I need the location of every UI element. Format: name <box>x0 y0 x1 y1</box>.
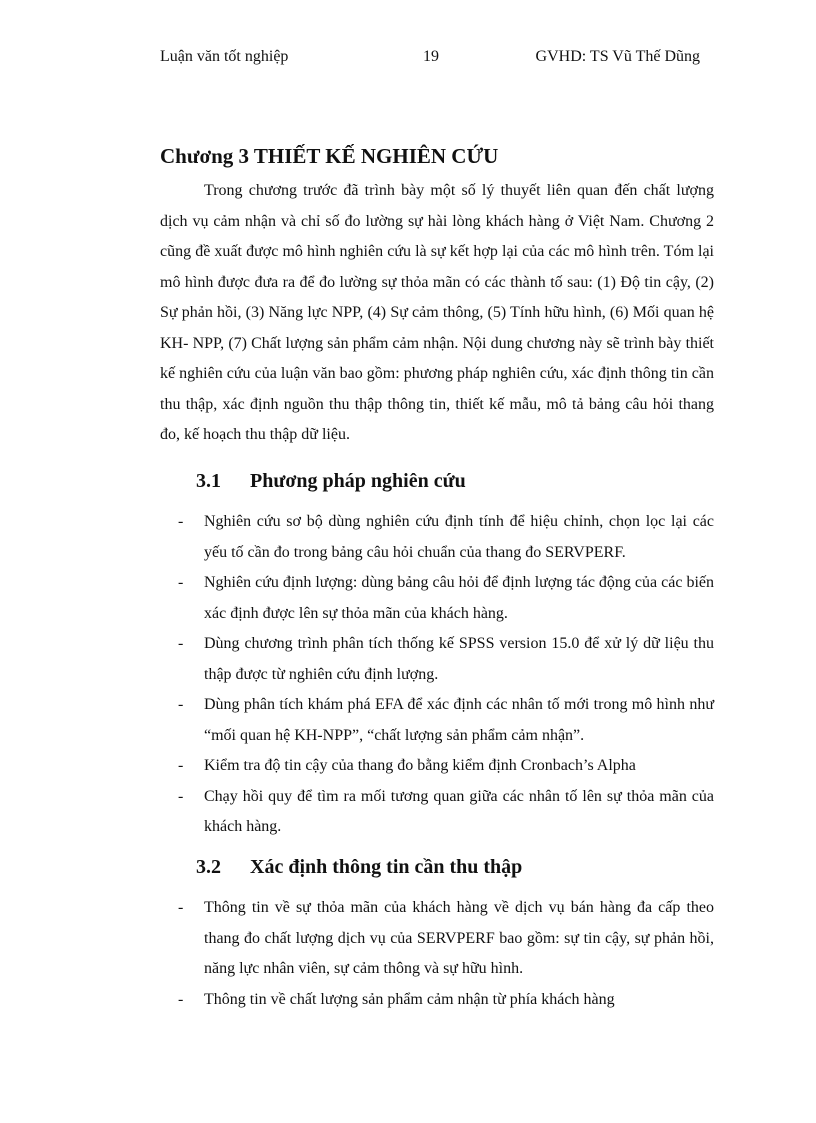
bullet-marker: - <box>178 990 184 1008</box>
list-item-text: Nghiên cứu sơ bộ dùng nghiên cứu định tính để hiệu chỉnh, chọn lọc lại các yếu tố cần đo trong bảng câu hỏi chuẩn của thang đo SERVPERF. <box>204 513 714 561</box>
header-thesis-label: Luận văn tốt nghiệp <box>160 48 289 65</box>
section-number: 3.1 <box>196 470 221 492</box>
bullet-marker: - <box>178 513 184 530</box>
page-header <box>160 48 700 70</box>
list-item <box>178 782 714 843</box>
chapter-intro-paragraph: Trong chương trước đã trình bày một số lý thuyết liên quan đến chất lượng dịch vụ cảm nhận và chỉ số đo lường sự hài lòng khách hàng ở Việt Nam. Chương 2 cũng đề xuất được mô hình nghiên cứu là sự kết hợp lại của các mô hình trên. Tóm lại mô hình được đưa ra để đo lường sự thỏa mãn có các thành tố sau: (1) Độ tin cậy, (2) Sự phản hồi, (3) Năng lực NPP, (4) Sự cảm thông, (5) Tính hữu hình, (6) Mối quan hệ KH- NPP, (7) Chất lượng sản phẩm cảm nhận. Nội dung chương này sẽ trình bày thiết kế nghiên cứu của luận văn bao gồm: phương pháp nghiên cứu, xác định thông tin cần thu thập, xác định nguồn thu thập thông tin, thiết kế mẫu, mô tả bảng câu hỏi thang đo, kế hoạch thu thập dữ liệu. <box>160 182 714 443</box>
section-heading-3-1 <box>196 470 466 493</box>
bullet-marker: - <box>178 899 184 916</box>
section-3-1-bullet-list <box>178 507 714 843</box>
list-item <box>178 985 714 1016</box>
list-item-text: Thông tin về chất lượng sản phẩm cảm nhận từ phía khách hàng <box>204 990 615 1008</box>
bullet-marker: - <box>178 757 184 774</box>
section-title-text: Phương pháp nghiên cứu <box>250 470 466 492</box>
list-item-text: Thông tin về sự thỏa mãn của khách hàng về dịch vụ bán hàng đa cấp theo thang đo chất lượng dịch vụ của SERVPERF bao gồm: sự tin cậy, sự phản hồi, năng lực nhân viên, sự cảm thông và sự hữu hình. <box>204 899 714 977</box>
list-item <box>178 751 714 782</box>
list-item <box>178 507 714 568</box>
list-item-text: Dùng phân tích khám phá EFA để xác định các nhân tố mới trong mô hình như “mối quan hệ KH-NPP”, “chất lượng sản phẩm cảm nhận”. <box>204 696 714 744</box>
list-item-text: Dùng chương trình phân tích thống kế SPSS version 15.0 để xử lý dữ liệu thu thập được từ nghiên cứu định lượng. <box>204 635 714 683</box>
bullet-marker: - <box>178 574 184 591</box>
bullet-marker: - <box>178 635 184 652</box>
section-3-2-bullet-list <box>178 893 714 1015</box>
header-page-number: 19 <box>423 48 439 65</box>
list-item-text: Chạy hồi quy để tìm ra mối tương quan giữa các nhân tố lên sự thỏa mãn của khách hàng. <box>204 787 714 835</box>
chapter-title: Chương 3 THIẾT KẾ NGHIÊN CỨU <box>160 144 499 168</box>
section-title-text: Xác định thông tin cần thu thập <box>250 856 523 878</box>
section-number: 3.2 <box>196 856 221 878</box>
list-item-text: Kiểm tra độ tin cậy của thang đo bằng kiểm định Cronbach’s Alpha <box>204 757 636 774</box>
list-item <box>178 893 714 985</box>
list-item <box>178 568 714 629</box>
list-item-text: Nghiên cứu định lượng: dùng bảng câu hỏi để định lượng tác động của các biến xác định được lên sự thỏa mãn của khách hàng. <box>204 574 714 622</box>
bullet-marker: - <box>178 787 184 805</box>
list-item <box>178 690 714 751</box>
bullet-marker: - <box>178 696 184 713</box>
list-item <box>178 629 714 690</box>
header-supervisor: GVHD: TS Vũ Thế Dũng <box>535 48 700 65</box>
section-heading-3-2 <box>196 856 522 879</box>
